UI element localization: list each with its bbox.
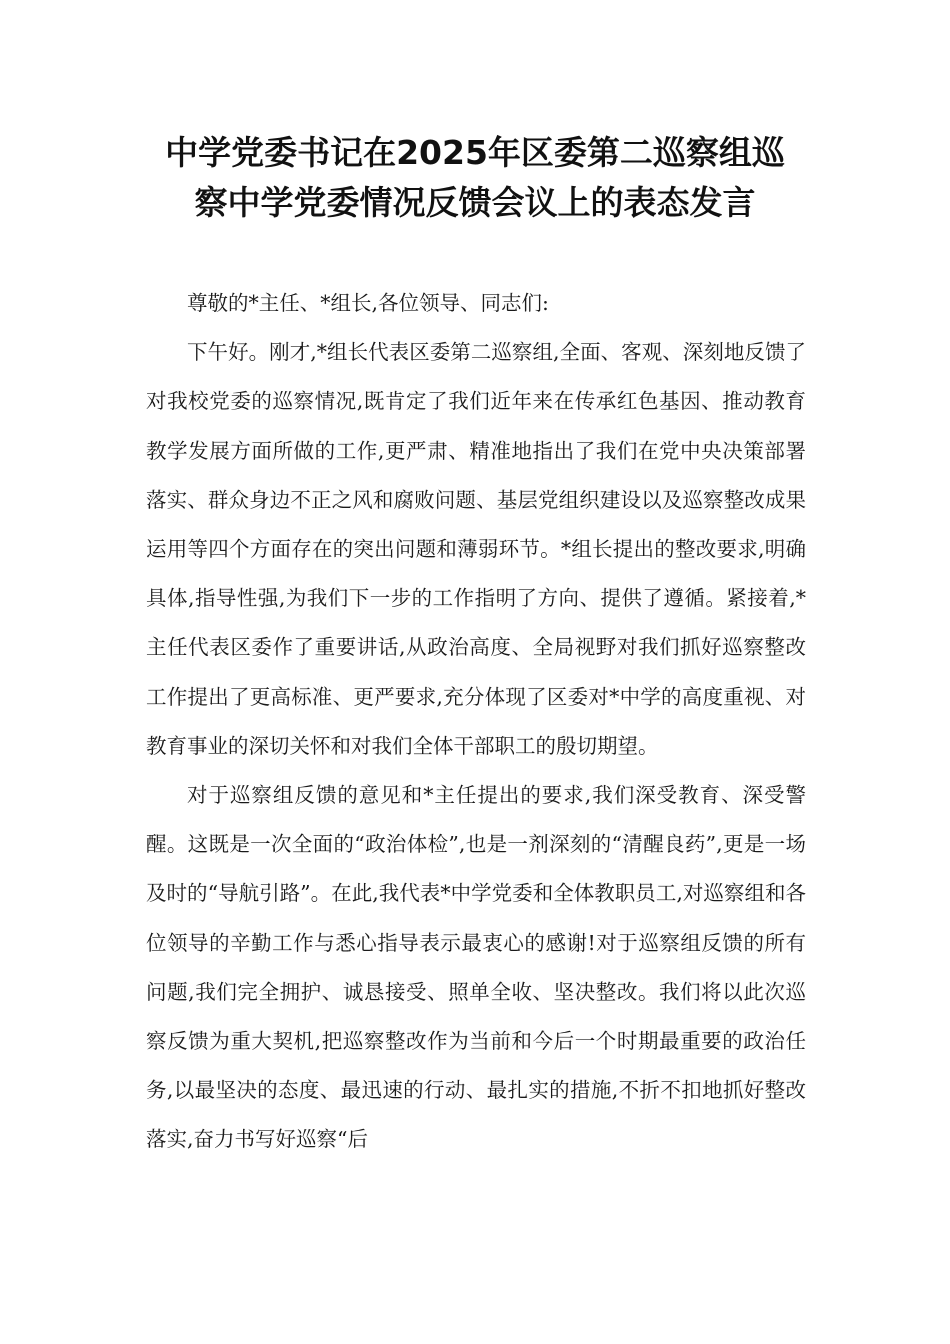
- document-title: [60, 128, 890, 228]
- paragraph-2: 对于巡察组反馈的意见和*主任提出的要求,我们深受教育、深受警醒。这既是一次全面的“政治体检”,也是一剂深刻的“清醒良药”,更是一场及时的“导航引路”。在此,我代表*中学党委和全体教职员工,对巡察组和各位领导的辛勤工作与悉心指导表示最衷心的感谢!对于巡察组反馈的所有问题,我们完全拥护、诚恳接受、照单全收、坚决整改。我们将以此次巡察反馈为重大契机,把巡察整改作为当前和今后一个时期最重要的政治任务,以最坚决的态度、最迅速的行动、最扎实的措施,不折不扣地抓好整改落实,奋力书写好巡察“后: [146, 783, 806, 1152]
- document-body: [146, 279, 806, 1165]
- paragraph-1: 下午好。刚才,*组长代表区委第二巡察组,全面、客观、深刻地反馈了对我校党委的巡察情况,既肯定了我们近年来在传承红色基因、推动教育教学发展方面所做的工作,更严肃、精准地指出了我们在党中央决策部署落实、群众身边不正之风和腐败问题、基层党组织建设以及巡察整改成果运用等四个方面存在的突出问题和薄弱环节。*组长提出的整改要求,明确具体,指导性强,为我们下一步的工作指明了方向、提供了遵循。紧接着,*主任代表区委作了重要讲话,从政治高度、全局视野对我们抓好巡察整改工作提出了更高标准、更严要求,充分体现了区委对*中学的高度重视、对教育事业的深切关怀和对我们全体干部职工的殷切期望。: [146, 340, 806, 758]
- salutation: 尊敬的*主任、*组长,各位领导、同志们:: [187, 291, 549, 315]
- title-line-2: 察中学党委情况反馈会议上的表态发言: [194, 183, 756, 222]
- title-line-1: 中学党委书记在2025年区委第二巡察组巡: [165, 133, 785, 172]
